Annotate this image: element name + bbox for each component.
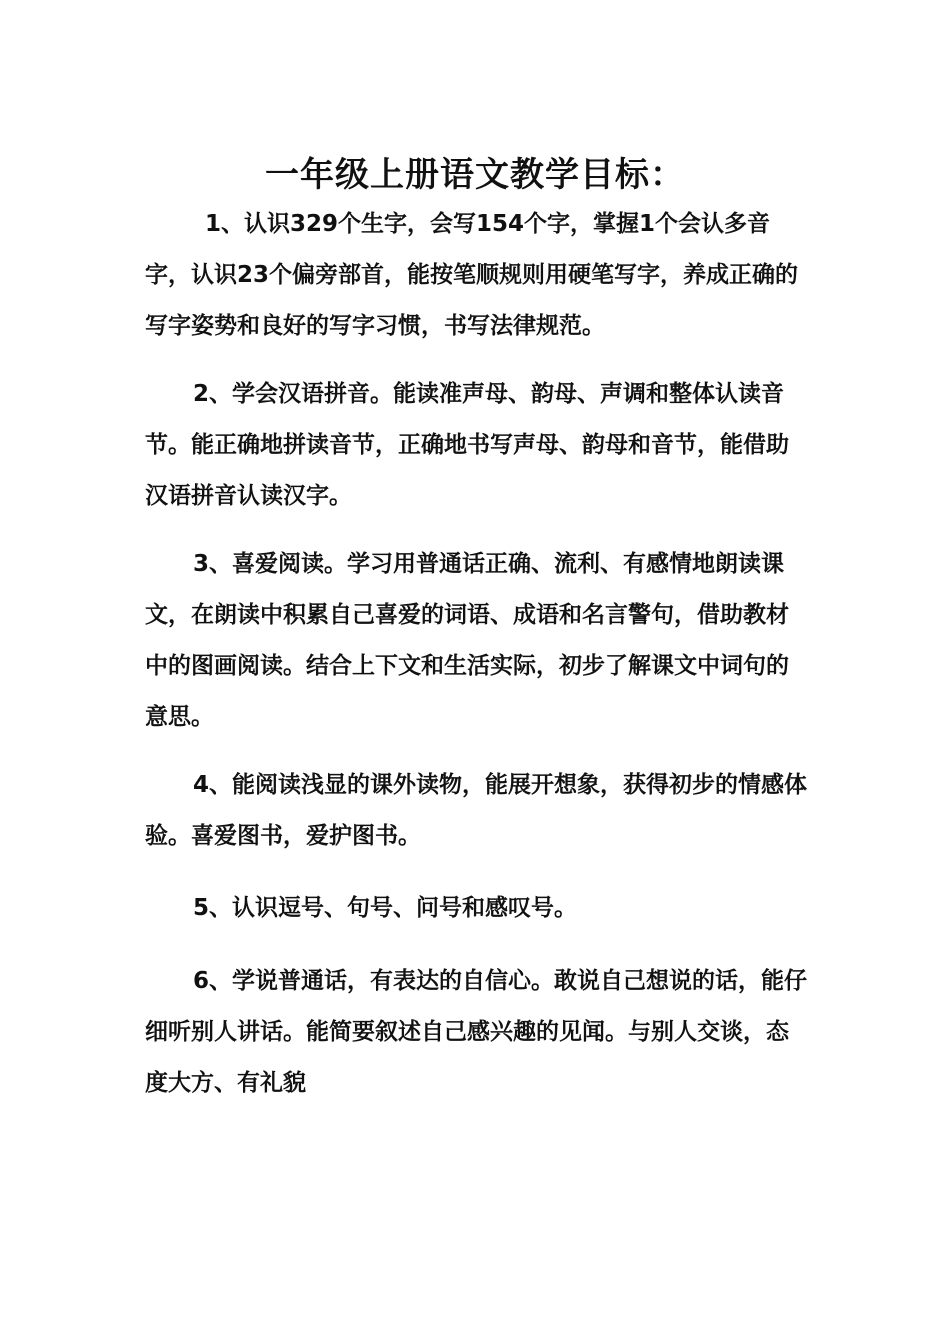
goal-paragraph-3: 3、喜爱阅读。学习用普通话正确、流利、有感情地朗读课文，在朗读中积累自己喜爱的词语、成语和名言警句，借助教材中的图画阅读。结合上下文和生活实际，初步了解课文中词句的意思。 (145, 551, 789, 730)
goal-paragraph-2: 2、学会汉语拼音。能读准声母、韵母、声调和整体认读音节。能正确地拼读音节，正确地书写声母、韵母和音节，能借助汉语拼音认读汉字。 (145, 381, 789, 509)
goal-paragraph-4: 4、能阅读浅显的课外读物，能展开想象，获得初步的情感体验。喜爱图书，爱护图书。 (145, 772, 808, 849)
goal-paragraph-5: 5、认识逗号、句号、问号和感叹号。 (193, 895, 578, 921)
document-title: 一年级上册语文教学目标： (265, 154, 685, 195)
goal-paragraph-6: 6、学说普通话，有表达的自信心。敢说自己想说的话，能仔细听别人讲话。能简要叙述自己感兴趣的见闻。与别人交谈，态度大方、有礼貌 (145, 968, 808, 1096)
goal-paragraph-1: 1、认识329个生字，会写154个字，掌握1个会认多音字，认识23个偏旁部首，能按笔顺规则用硬笔写字，养成正确的写字姿势和良好的写字习惯，书写法律规范。 (145, 211, 799, 339)
